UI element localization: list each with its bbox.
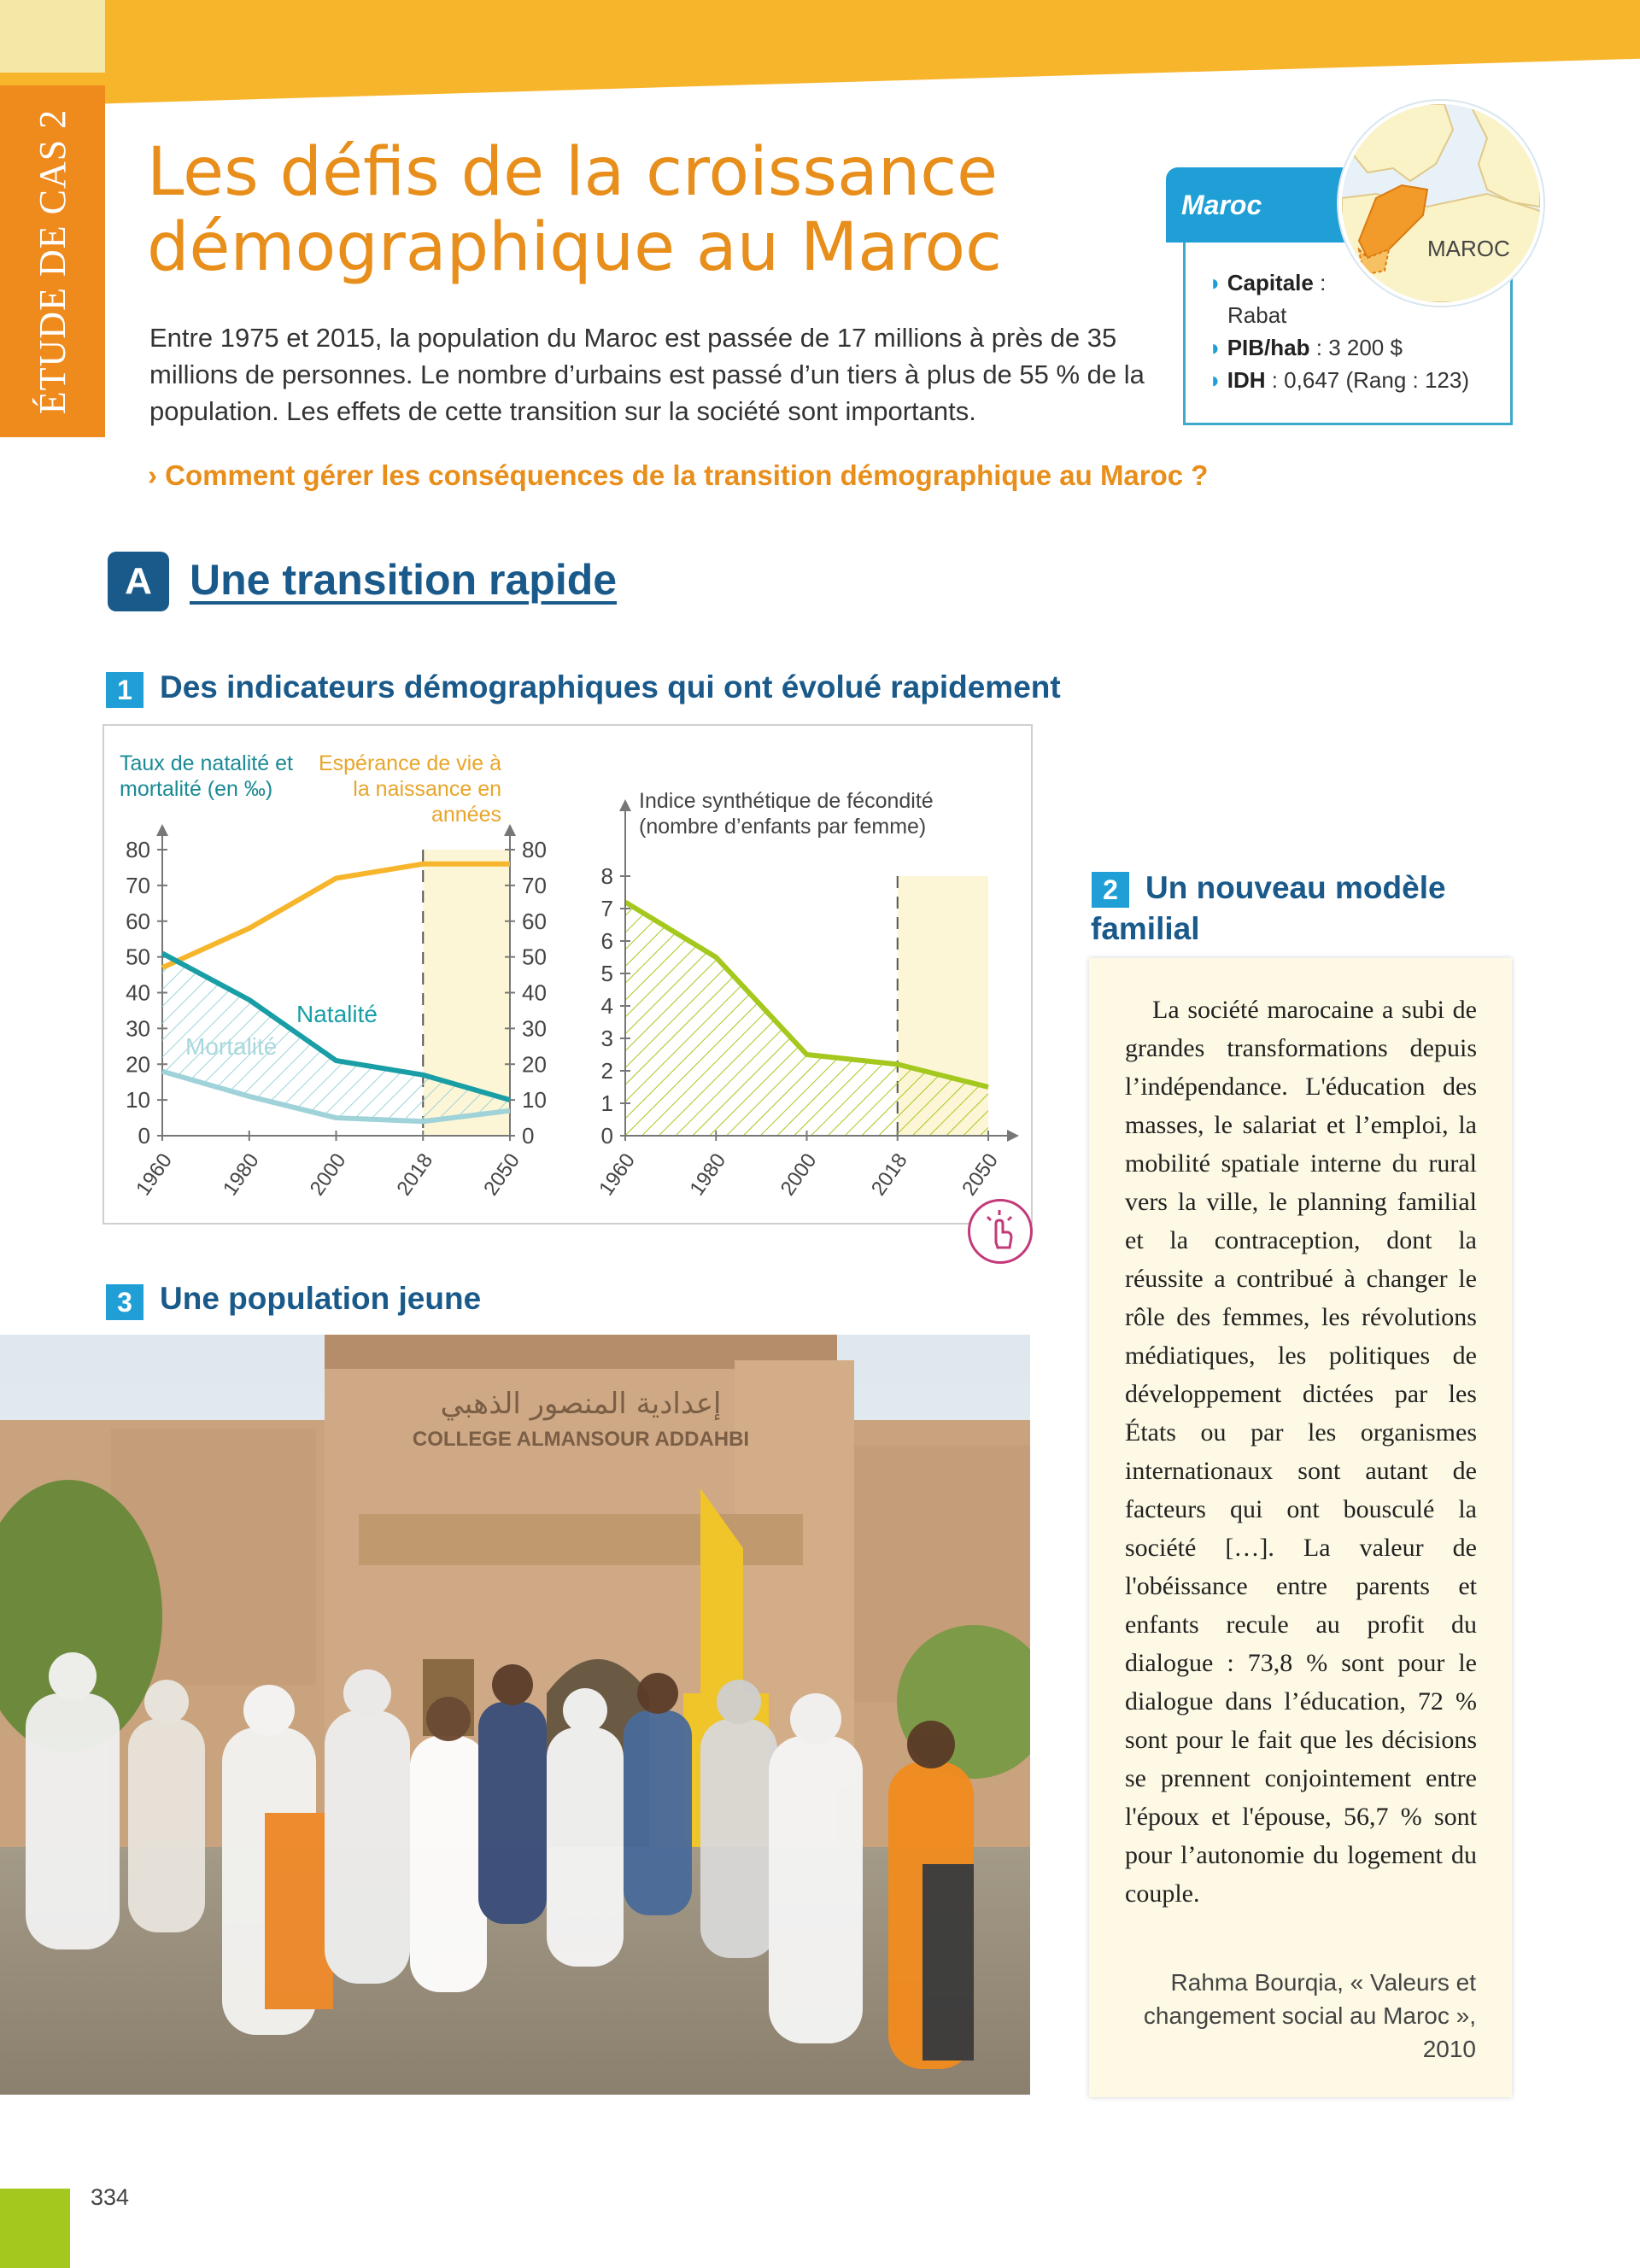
page-title: Les défis de la croissance démographique au Maroc — [147, 134, 1003, 286]
y-axis-arrow — [619, 799, 631, 811]
section-title: Une transition rapide — [190, 556, 618, 604]
side-tab-label: ÉTUDE DE CAS 2 — [32, 108, 73, 414]
y-tick-label: 40 — [126, 979, 150, 1006]
doc1-title: Des indicateurs démographiques qui ont évolué rapidement — [160, 669, 1061, 704]
y-tick-label: 0 — [600, 1123, 613, 1149]
left-axis-title: Taux de natalité et — [120, 751, 293, 775]
doc2-number: 2 — [1092, 872, 1129, 908]
y-tick-label: 8 — [600, 863, 613, 889]
top-left-decoration — [0, 0, 105, 73]
x-tick-label: 1980 — [218, 1149, 264, 1201]
chevron-right-icon: › — [148, 459, 157, 491]
y2-tick-label: 60 — [522, 908, 547, 934]
info-card-title: Maroc — [1181, 190, 1262, 220]
y-tick-label: 20 — [126, 1051, 150, 1078]
left-axis-title: mortalité (en ‰) — [120, 777, 273, 801]
corner-color-block — [0, 2189, 70, 2268]
y-tick-label: 80 — [126, 837, 150, 862]
right-axis-title: la naissance en — [353, 777, 501, 801]
y-tick-label: 70 — [126, 872, 150, 898]
top-banner — [0, 0, 1640, 107]
x-axis-arrow — [1007, 1130, 1019, 1142]
info-capitale: ◗ Capitale : — [1209, 270, 1327, 295]
y2-tick-label: 70 — [522, 872, 547, 898]
x-tick-label: 1960 — [132, 1149, 177, 1201]
sign-latin: COLLEGE ALMANSOUR ADDAHBI — [412, 1428, 750, 1451]
y2-tick-label: 50 — [522, 944, 547, 970]
y2-tick-label: 20 — [522, 1051, 547, 1078]
map-label: MAROC — [1427, 236, 1510, 261]
right-axis-arrow — [504, 824, 516, 836]
intro-paragraph: Entre 1975 et 2015, la population du Maroc est passée de 17 millions à près de 35 millions de personnes. Le nombre d’urbains est passé d’un tiers à plus de 55 % de la population. Les effets de cette transition sur la société sont importants. — [149, 323, 1145, 426]
info-card-body — [1209, 266, 1503, 396]
bullet-icon: ◗ — [1209, 335, 1222, 360]
school-photo — [0, 1335, 1030, 2095]
quote-source: Rahma Bourqia, « Valeurs et changement social au Maroc », 2010 — [1143, 1969, 1476, 2062]
x-tick-label: 1980 — [685, 1149, 731, 1201]
sign-arabic: إعدادية المنصور الذهبي — [440, 1387, 722, 1421]
right-axis-title: Espérance de vie à — [318, 751, 501, 775]
info-pib: ◗ PIB/hab : 3 200 $ — [1209, 335, 1403, 360]
quote-text: La société marocaine a subi de grandes transformations depuis l’indépendance. L'éducation des masses, le salariat et l’emploi, la mobilité spatiale interne du rural vers la ville, le planning familial et la contraception, dont la réussite a contribué à changer le rôle des femmes, les révolutions médiatiques, les politiques de développement dictées par les États ou par les organismes internationaux sont autant de facteurs qui ont bousculé la société […]. La valeur de l'obéissance entre parents et enfants recule au profit du dialogue : 73,8 % sont pour le dialogue dans l’éducation, 72 % sont pour le fait que les décisions se prennent conjointement entre l'époux et l'épouse, 56,7 % sont pour l’autonomie du logement du couple. — [1125, 996, 1477, 1908]
page-number: 334 — [91, 2184, 130, 2210]
y-tick-label: 6 — [600, 928, 613, 954]
y-tick-label: 10 — [126, 1087, 150, 1114]
y-tick-label: 60 — [126, 908, 150, 934]
y2-tick-label: 10 — [522, 1087, 547, 1114]
x-tick-label: 1960 — [594, 1149, 640, 1201]
y-tick-label: 0 — [138, 1123, 150, 1149]
doc1-number: 1 — [106, 672, 144, 708]
info-idh: ◗ IDH : 0,647 (Rang : 123) — [1209, 367, 1469, 393]
x-tick-label: 2050 — [479, 1149, 524, 1201]
axis-title: Indice synthétique de fécondité — [639, 789, 934, 813]
y2-tick-label: 40 — [522, 979, 547, 1006]
charts-svg — [104, 726, 1031, 1223]
bullet-icon: ◗ — [1209, 367, 1222, 393]
doc3-title: Une population jeune — [160, 1281, 482, 1316]
y-tick-label: 1 — [600, 1090, 613, 1116]
right-axis-title: années — [430, 803, 501, 827]
x-tick-label: 2018 — [392, 1149, 438, 1201]
doc3-number: 3 — [106, 1284, 144, 1320]
axis-title: (nombre d’enfants par femme) — [639, 815, 927, 839]
y2-tick-label: 80 — [522, 837, 547, 862]
bullet-icon: ◗ — [1209, 270, 1222, 295]
y-tick-label: 4 — [600, 993, 613, 1019]
question-text: Comment gérer les conséquences de la transition démographique au Maroc ? — [165, 459, 1209, 491]
y-tick-label: 50 — [126, 944, 150, 970]
x-tick-label: 2050 — [958, 1149, 1003, 1201]
x-tick-label: 2000 — [776, 1149, 822, 1201]
y-tick-label: 2 — [600, 1058, 613, 1084]
guiding-question — [148, 459, 1258, 492]
chart-panel — [102, 724, 1033, 1225]
y-tick-label: 30 — [126, 1015, 150, 1042]
x-tick-label: 2000 — [305, 1149, 351, 1201]
doc2-title: Un nouveau modèle familial — [1091, 870, 1446, 946]
interactive-hand-icon[interactable] — [968, 1199, 1033, 1264]
y-tick-label: 5 — [600, 961, 613, 986]
series-label: Natalité — [296, 1001, 378, 1027]
info-capitale-value: Rabat — [1227, 302, 1287, 328]
section-letter-badge: A — [108, 552, 169, 611]
series-label: Mortalité — [185, 1033, 278, 1060]
y2-tick-label: 0 — [522, 1123, 535, 1149]
y2-tick-label: 30 — [522, 1015, 547, 1042]
x-tick-label: 2018 — [866, 1149, 912, 1201]
y-tick-label: 7 — [600, 896, 613, 921]
left-axis-arrow — [156, 824, 168, 836]
y-tick-label: 3 — [600, 1026, 613, 1051]
